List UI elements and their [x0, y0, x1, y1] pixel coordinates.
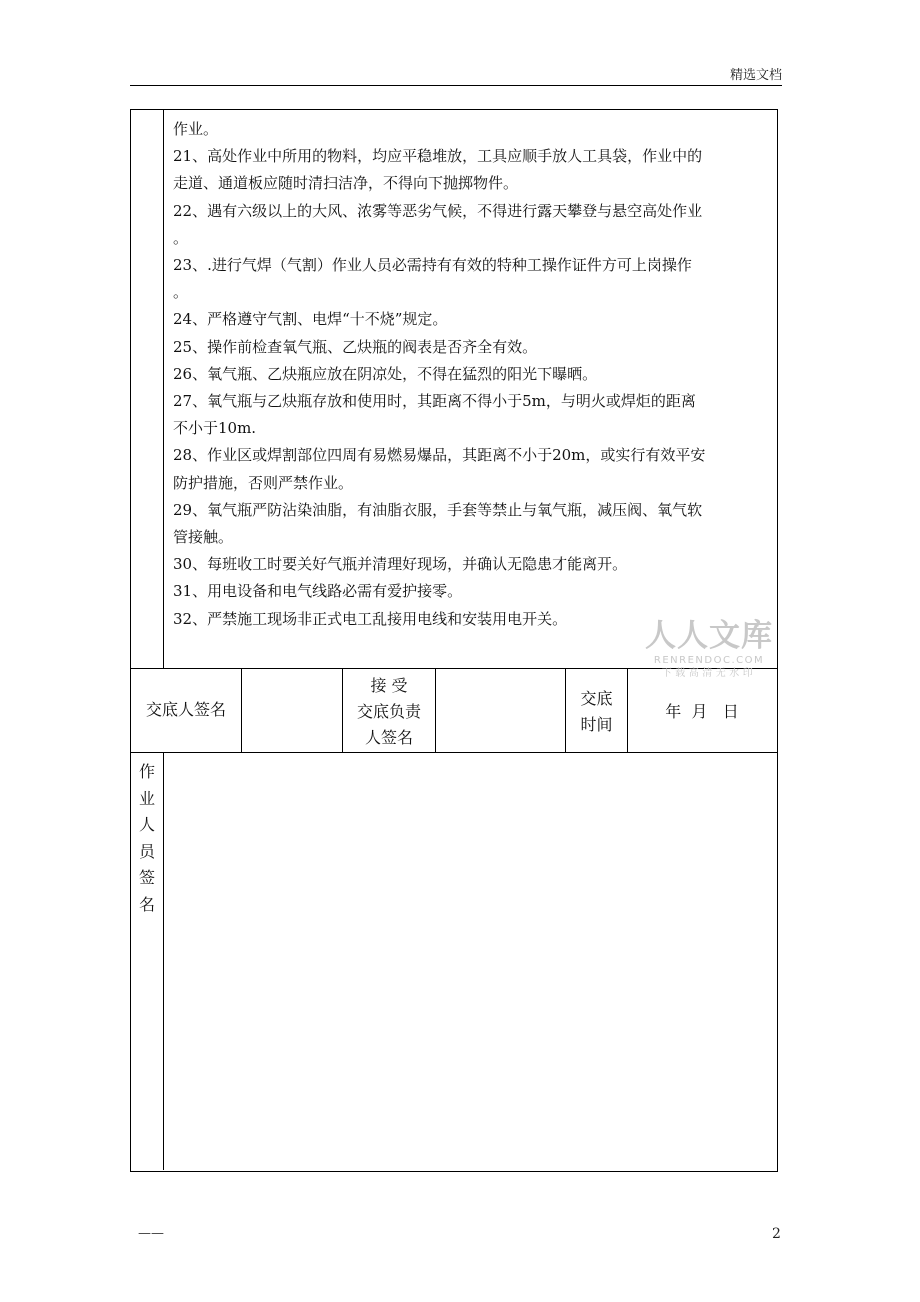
- watermark-slogan: 下载高清无水印: [661, 668, 757, 679]
- presenter-signature-field[interactable]: [242, 669, 342, 752]
- clause-line: 防护措施，否则严禁作业。: [173, 473, 354, 492]
- clause-line: 27、氧气瓶与乙炔瓶存放和使用时，其距离不得小于5m，与明火或焊炬的距离: [173, 392, 696, 411]
- clause-line: 31、用电设备和电气线路必需有爱护接零。: [173, 582, 463, 601]
- workers-label-char: 名: [138, 894, 155, 914]
- footer-mark: ——: [138, 1226, 164, 1241]
- time-label-line: 时间: [580, 715, 613, 734]
- workers-label-char: 员: [138, 841, 155, 861]
- clause-line: 29、氧气瓶严防沾染油脂，有油脂衣服，手套等禁止与氧气瓶，减压阀、氧气软: [173, 500, 703, 519]
- header-rule: [130, 85, 782, 86]
- clause-line: 走道、通道板应随时清扫洁净，不得向下抛掷物件。: [173, 174, 519, 193]
- watermark-title: 人人文库: [645, 618, 773, 654]
- clause-line: 管接触。: [173, 528, 234, 547]
- clause-line: 28、作业区或焊割部位四周有易燃易爆品，其距离不小于20m，或实行有效平安: [173, 446, 706, 465]
- workers-signature-area[interactable]: [164, 753, 776, 1170]
- receiver-label-line: 交底负责: [356, 702, 421, 721]
- clause-line: 不小于10m.: [173, 419, 257, 438]
- watermark-domain: RENRENDOC.COM: [653, 655, 765, 666]
- clause-line: 22、遇有六级以上的大风、浓雾等恶劣气候，不得进行露天攀登与悬空高处作业: [173, 201, 703, 220]
- workers-label-char: 业: [138, 788, 155, 808]
- receiver-signature-label: [343, 673, 435, 751]
- clause-line: 32、严禁施工现场非正式电工乱接用电线和安装用电开关。: [173, 609, 568, 628]
- receiver-label-line: 人签名: [364, 728, 413, 747]
- workers-label-char: 签: [138, 868, 155, 887]
- clause-line: 26、氧气瓶、乙炔瓶应放在阴凉处，不得在猛烈的阳光下曝晒。: [173, 364, 598, 383]
- watermark: [643, 618, 775, 680]
- workers-label-char: 人: [138, 815, 155, 834]
- disclosure-time-label: [566, 686, 627, 738]
- clause-line: 23、.进行气焊（气割）作业人员必需持有有效的特种工操作证件方可上岗操作: [173, 256, 692, 275]
- clause-line: 21、高处作业中所用的物料，均应平稳堆放，工具应顺手放人工具袋，作业中的: [173, 147, 703, 166]
- page-number: 2: [772, 1226, 781, 1242]
- clause-line: 作业。: [173, 120, 219, 138]
- workers-label-char: 作: [138, 762, 155, 781]
- receiver-label-line: 接 受: [370, 676, 408, 695]
- receiver-signature-field[interactable]: [436, 669, 565, 752]
- presenter-signature-label: 交底人签名: [145, 700, 226, 719]
- safety-clauses: [173, 116, 771, 633]
- clause-line: 25、操作前检查氧气瓶、乙炔瓶的阀表是否齐全有效。: [173, 337, 538, 356]
- disclosure-date-field[interactable]: 年 月 日: [665, 702, 739, 721]
- workers-signature-label: [131, 759, 163, 918]
- document-header-label: 精选文档: [729, 68, 782, 83]
- clause-line: 。: [173, 283, 189, 302]
- table-left-column-divider: [163, 109, 164, 668]
- clause-line: 30、每班收工时要关好气瓶并清理好现场，并确认无隐患才能离开。: [173, 555, 628, 574]
- clause-line: 24、严格遵守气割、电焊“十不烧”规定。: [173, 310, 448, 329]
- clause-line: 。: [173, 228, 189, 247]
- time-label-line: 交底: [580, 689, 613, 708]
